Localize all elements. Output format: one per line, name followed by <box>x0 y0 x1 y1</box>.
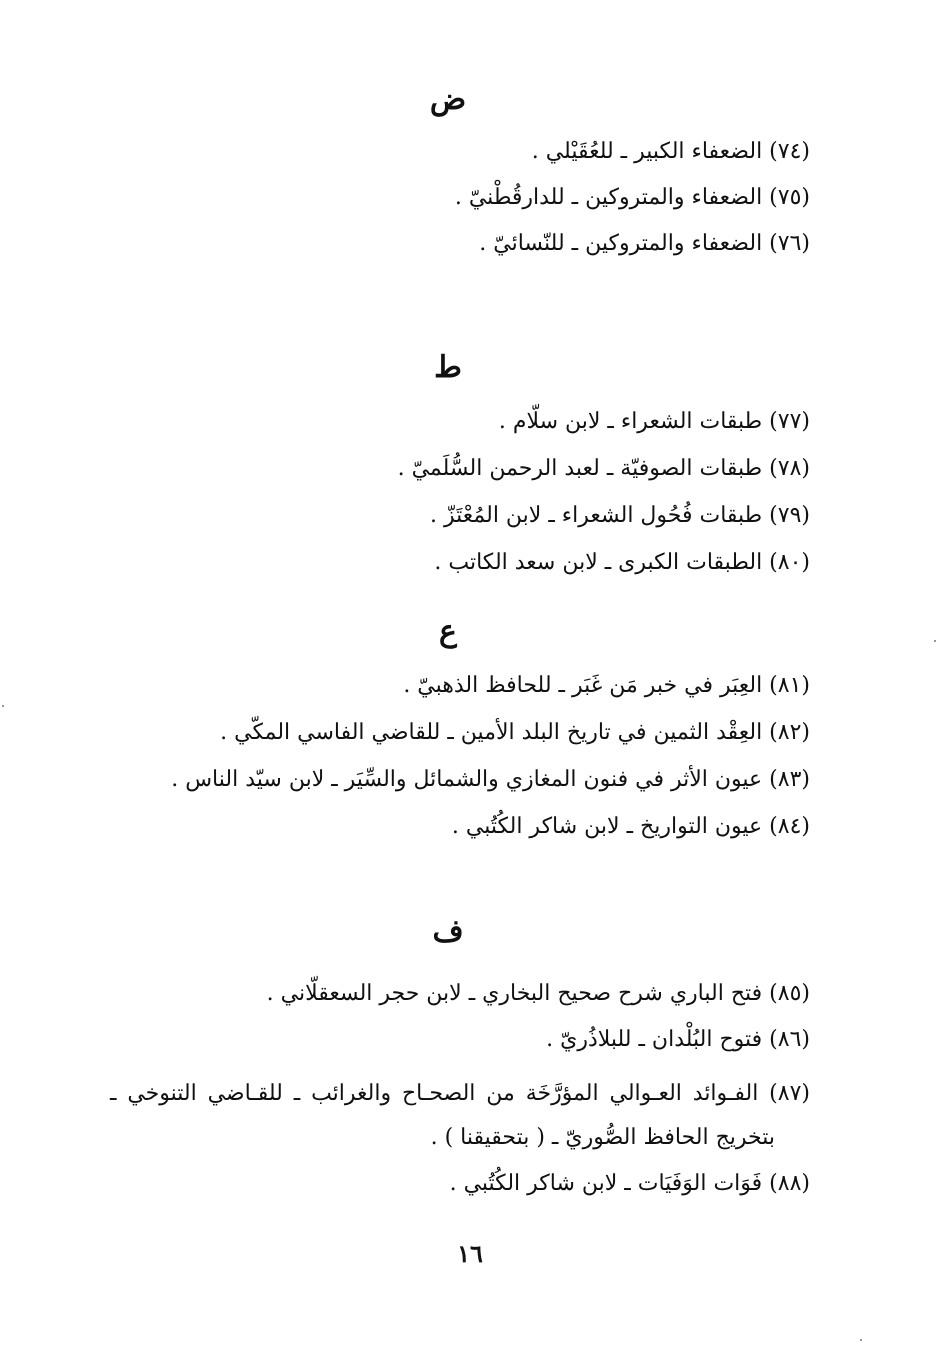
entry-77: (٧٧) طبقات الشعراء ـ لابن سلّام . <box>498 409 810 434</box>
section-letter-ta: ط <box>434 350 462 385</box>
entry-83: (٨٣) عيون الأثر في فنون المغازي والشمائل والسِّيَر ـ لابن سيّد الناس . <box>171 767 810 792</box>
section-letter-fa: ف <box>432 914 464 949</box>
entry-86: (٨٦) فتوح البُلْدان ـ للبلاذُريّ . <box>546 1027 810 1052</box>
entry-75: (٧٥) الضعفاء والمتروكين ـ للدارقُطْنيّ . <box>454 185 810 210</box>
entry-87-continuation: بتخريج الحافظ الصُّوريّ ـ ( بتحقيقنا ) . <box>430 1125 775 1150</box>
scan-speck <box>860 1339 862 1341</box>
entry-74: (٧٤) الضعفاء الكبير ـ للعُقَيْلي . <box>531 139 810 164</box>
section-letter-dad: ض <box>429 82 467 117</box>
entry-81: (٨١) العِبَر في خبر مَن غَبَر ـ للحافظ الذهبيّ . <box>403 673 810 698</box>
scan-speck <box>934 640 936 642</box>
scan-speck <box>2 705 4 707</box>
entry-80: (٨٠) الطبقات الكبرى ـ لابن سعد الكاتب . <box>434 550 810 575</box>
page-number: ١٦ <box>457 1239 483 1268</box>
entry-79: (٧٩) طبقات فُحُول الشعراء ـ لابن المُعْتَزّ . <box>430 503 810 528</box>
entry-88: (٨٨) فَوَات الوَفَيَات ـ لابن شاكر الكُتُبي . <box>449 1171 810 1196</box>
entry-78: (٧٨) طبقات الصوفيّة ـ لعبد الرحمن السُّلَميّ . <box>397 456 810 481</box>
entry-87: (٨٧) الفـوائد العـوالي المؤرَّخَة من الصحـاح والغرائب ـ للقـاضي التنوخي ـ <box>110 1081 810 1106</box>
section-letter-ain: ع <box>439 614 457 649</box>
entry-84: (٨٤) عيون التواريخ ـ لابن شاكر الكُتُبي . <box>451 814 810 839</box>
entry-82: (٨٢) العِقْد الثمين في تاريخ البلد الأمين ـ للقاضي الفاسي المكّي . <box>220 720 810 745</box>
entry-85: (٨٥) فتح الباري شرح صحيح البخاري ـ لابن حجر السعقلّاني . <box>266 981 810 1006</box>
entry-76: (٧٦) الضعفاء والمتروكين ـ للنّسائيّ . <box>479 231 810 256</box>
